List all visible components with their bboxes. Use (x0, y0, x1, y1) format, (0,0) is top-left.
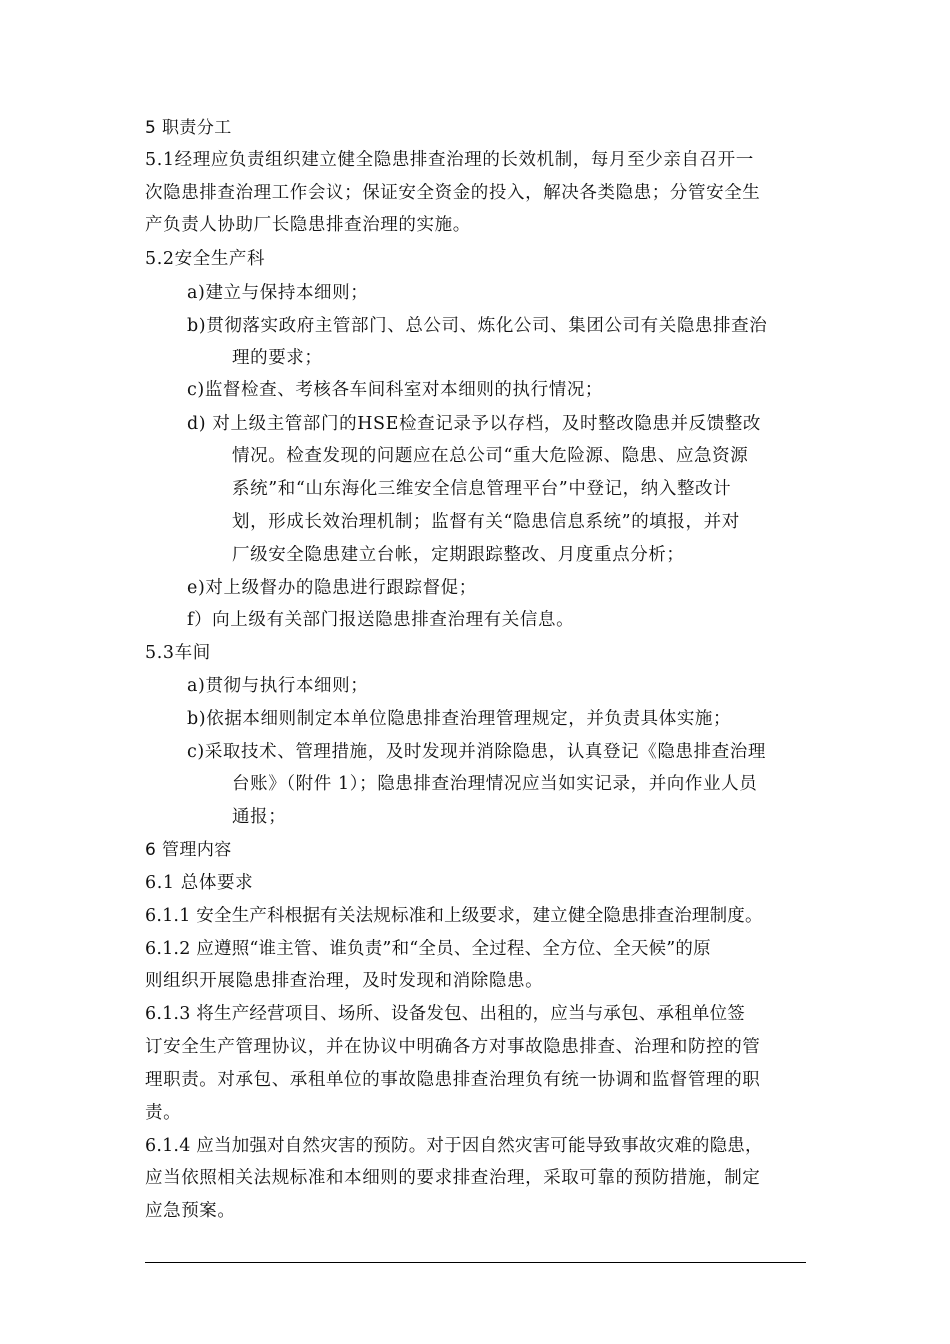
paragraph-5-1: 产负责人协助厂长隐患排查治理的实施。 (145, 215, 471, 235)
paragraph-6-1-4: 应急预案。 (145, 1201, 236, 1221)
section-heading-6: 6 管理内容 (145, 840, 232, 860)
list-item-continuation: 情况。检查发现的问题应在总公司“重大危险源、隐患、应急资源 (232, 446, 749, 466)
footer-divider (145, 1262, 806, 1263)
list-item: a)贯彻与执行本细则； (187, 676, 369, 696)
list-item: c)监督检查、考核各车间科室对本细则的执行情况； (187, 380, 604, 400)
section-heading-5: 5 职责分工 (145, 118, 232, 138)
paragraph-5-1: 5.1经理应负责组织建立健全隐患排查治理的长效机制，每月至少亲自召开一 (145, 150, 754, 170)
list-item-continuation: 划，形成长效治理机制；监督有关“隐患信息系统”的填报，并对 (232, 512, 740, 532)
paragraph-6-1-1: 6.1.1 安全生产科根据有关法规标准和上级要求，建立健全隐患排查治理制度。 (145, 906, 763, 926)
paragraph-6-1-3: 责。 (145, 1103, 182, 1123)
list-item: b)依据本细则制定本单位隐患排查治理管理规定，并负责具体实施； (187, 709, 732, 729)
list-item: f）向上级有关部门报送隐患排查治理有关信息。 (187, 610, 575, 630)
subheading-5-3: 5.3车间 (145, 643, 211, 663)
paragraph-6-1-3: 6.1.3 将生产经营项目、场所、设备发包、出租的，应当与承包、承租单位签 (145, 1004, 745, 1024)
paragraph-6-1-3: 理职责。对承包、承租单位的事故隐患排查治理负有统一协调和监督管理的职 (145, 1070, 761, 1090)
list-item: c)采取技术、管理措施，及时发现并消除隐患，认真登记《隐患排查治理 (187, 742, 766, 762)
list-item-continuation: 通报； (232, 807, 287, 827)
list-item-continuation: 台账》（附件 1）；隐患排查治理情况应当如实记录，并向作业人员 (232, 774, 758, 794)
list-item-continuation: 厂级安全隐患建立台帐，定期跟踪整改、月度重点分析； (232, 545, 685, 565)
list-item: b)贯彻落实政府主管部门、总公司、炼化公司、集团公司有关隐患排查治 (187, 316, 768, 336)
subheading-6-1: 6.1 总体要求 (145, 873, 254, 893)
list-item-continuation: 系统”和“山东海化三维安全信息管理平台”中登记，纳入整改计 (232, 479, 732, 499)
paragraph-6-1-2: 则组织开展隐患排查治理，及时发现和消除隐患。 (145, 971, 544, 991)
paragraph-6-1-3: 订安全生产管理协议，并在协议中明确各方对事故隐患排查、治理和防控的管 (145, 1037, 761, 1057)
paragraph-6-1-4: 应当依照相关法规标准和本细则的要求排查治理，采取可靠的预防措施，制定 (145, 1168, 761, 1188)
list-item: e)对上级督办的隐患进行跟踪督促； (187, 578, 477, 598)
list-item-continuation: 理的要求； (232, 348, 323, 368)
paragraph-5-1: 次隐患排查治理工作会议；保证安全资金的投入，解决各类隐患；分管安全生 (145, 183, 761, 203)
list-item: d) 对上级主管部门的HSE检查记录予以存档，及时整改隐患并反馈整改 (187, 414, 762, 434)
paragraph-6-1-2: 6.1.2 应遵照“谁主管、谁负责”和“全员、全过程、全方位、全天候”的原 (145, 939, 711, 959)
paragraph-6-1-4: 6.1.4 应当加强对自然灾害的预防。对于因自然灾害可能导致事故灾难的隐患， (145, 1136, 763, 1156)
list-item: a)建立与保持本细则； (187, 283, 369, 303)
subheading-5-2: 5.2安全生产科 (145, 249, 266, 269)
